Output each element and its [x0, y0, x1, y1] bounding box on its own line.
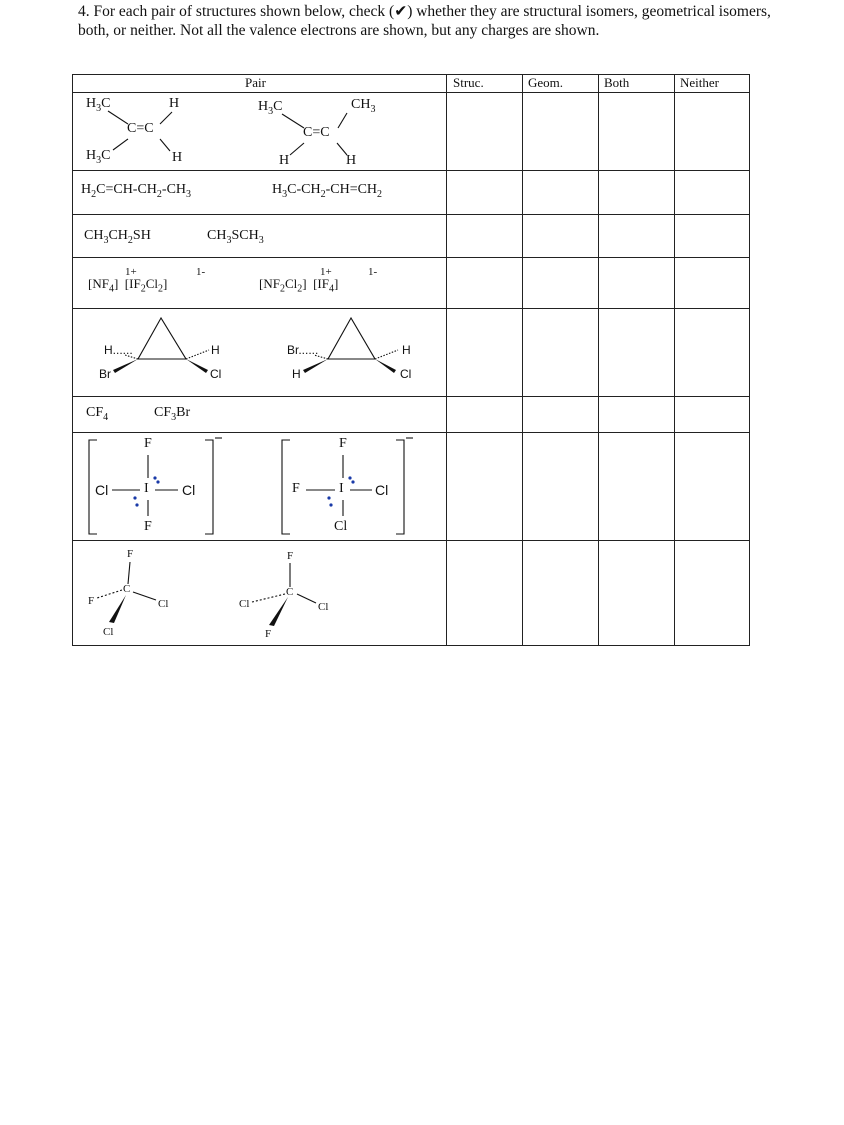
- header-neither: Neither: [680, 75, 719, 90]
- bond: [186, 350, 209, 359]
- atom-label: H: [346, 153, 357, 168]
- atom-label: H: [402, 343, 411, 357]
- atom-label: I: [339, 481, 344, 496]
- atom-label: Cl: [103, 626, 114, 638]
- bond: [338, 113, 347, 128]
- atom-label: Cl: [95, 482, 109, 498]
- atom-label: H......: [104, 343, 133, 357]
- lone-pair-dot: [351, 480, 354, 483]
- atom-label: F: [292, 481, 300, 496]
- header-pair: Pair: [245, 75, 266, 90]
- wedge-bond: [303, 359, 328, 373]
- lone-pair-dot: [135, 503, 138, 506]
- lone-pair-dot: [348, 476, 351, 479]
- header-geom: Geom.: [528, 75, 564, 90]
- wedge-bond: [109, 595, 126, 623]
- header-struc: Struc.: [453, 75, 484, 90]
- wedge-bond: [186, 359, 208, 373]
- bond: [337, 143, 347, 155]
- wedge-bond: [113, 359, 138, 373]
- atom-label: Cl: [182, 482, 196, 498]
- bond: [113, 139, 128, 150]
- atom-label: Cl: [158, 598, 169, 610]
- atom-label: C=C: [303, 125, 330, 140]
- ion-pair-label: $[NF_2Cl_2]$ $[IF_4]$: [259, 276, 339, 295]
- bond: [282, 114, 304, 128]
- row6-structure-a: $CF_4$: [86, 405, 109, 423]
- bond: [133, 592, 156, 600]
- atom-label: F: [339, 436, 347, 451]
- atom-label: F: [144, 436, 152, 451]
- bond: [108, 111, 128, 124]
- lone-pair-dot: [327, 496, 330, 499]
- bond: [97, 590, 122, 598]
- atom-label: H: [279, 153, 290, 168]
- atom-label: H: [292, 367, 301, 381]
- atom-label: $H_3C$: [258, 99, 283, 117]
- atom-label: F: [127, 548, 134, 560]
- bond: [375, 350, 398, 359]
- row2-structure-b: $H_3C-CH_2-CH=CH_2$: [272, 182, 383, 200]
- bracket: [396, 440, 404, 534]
- atom-label: C=C: [127, 121, 154, 136]
- atom-label: $H_3C$: [86, 96, 111, 114]
- charge-label: 1-: [196, 266, 206, 278]
- bond: [160, 112, 172, 124]
- row3-structure-a: $CH_3CH_2SH$: [84, 228, 151, 246]
- bond: [290, 143, 304, 155]
- bracket: [89, 440, 97, 534]
- bond: [125, 355, 138, 359]
- lone-pair-dot: [156, 480, 159, 483]
- row3-structure-b: $CH_3SCH_3$: [207, 228, 264, 246]
- bond: [297, 594, 316, 603]
- atom-label: C: [286, 586, 294, 598]
- bracket: [282, 440, 290, 534]
- atom-label: Cl: [318, 601, 329, 613]
- atom-label: Cl: [239, 598, 250, 610]
- atom-label: F: [287, 550, 294, 562]
- wedge-bond: [269, 597, 288, 626]
- atom-label: F: [265, 628, 272, 640]
- row2-structure-a: $H_2C=CH-CH_2-CH_3$: [81, 182, 192, 200]
- atom-label: F: [88, 595, 95, 607]
- atom-label: C: [123, 583, 131, 595]
- lone-pair-dot: [153, 476, 156, 479]
- wedge-bond: [375, 359, 396, 373]
- bond: [252, 594, 285, 602]
- bond: [160, 139, 170, 151]
- atom-label: F: [144, 519, 152, 534]
- ion-pair-label: $[NF_4]$ $[IF_2Cl_2]$: [88, 276, 168, 295]
- cyclopropane-ring: [138, 318, 186, 359]
- lone-pair-dot: [329, 503, 332, 506]
- atom-label: Cl: [400, 367, 412, 381]
- charge-label: 1+: [320, 266, 332, 278]
- atom-label: I: [144, 481, 149, 496]
- atom-label: Cl: [375, 482, 389, 498]
- atom-label: $H_3C$: [86, 148, 111, 166]
- atom-label: Br: [99, 367, 111, 381]
- atom-label: Cl: [334, 519, 348, 534]
- atom-label: H: [172, 150, 183, 165]
- row6-structure-b: $CF_3Br$: [154, 405, 191, 423]
- lone-pair-dot: [133, 496, 136, 499]
- bond: [128, 562, 130, 584]
- atom-label: $CH_3$: [351, 97, 376, 115]
- charge-label: 1-: [368, 266, 378, 278]
- atom-label: Br......: [287, 343, 319, 357]
- bond: [314, 355, 328, 359]
- atom-label: H: [169, 96, 180, 111]
- bracket: [205, 440, 213, 534]
- charge-label: 1+: [125, 266, 137, 278]
- question-text: 4. For each pair of structures shown below, check (✔) whether they are structural isomers, geometrical isomers, both, or neither. Not all the valence electrons are shown, but any charges are shown.: [78, 3, 771, 39]
- cyclopropane-ring: [328, 318, 375, 359]
- atom-label: H: [211, 343, 220, 357]
- header-both: Both: [604, 75, 630, 90]
- atom-label: Cl: [210, 367, 222, 381]
